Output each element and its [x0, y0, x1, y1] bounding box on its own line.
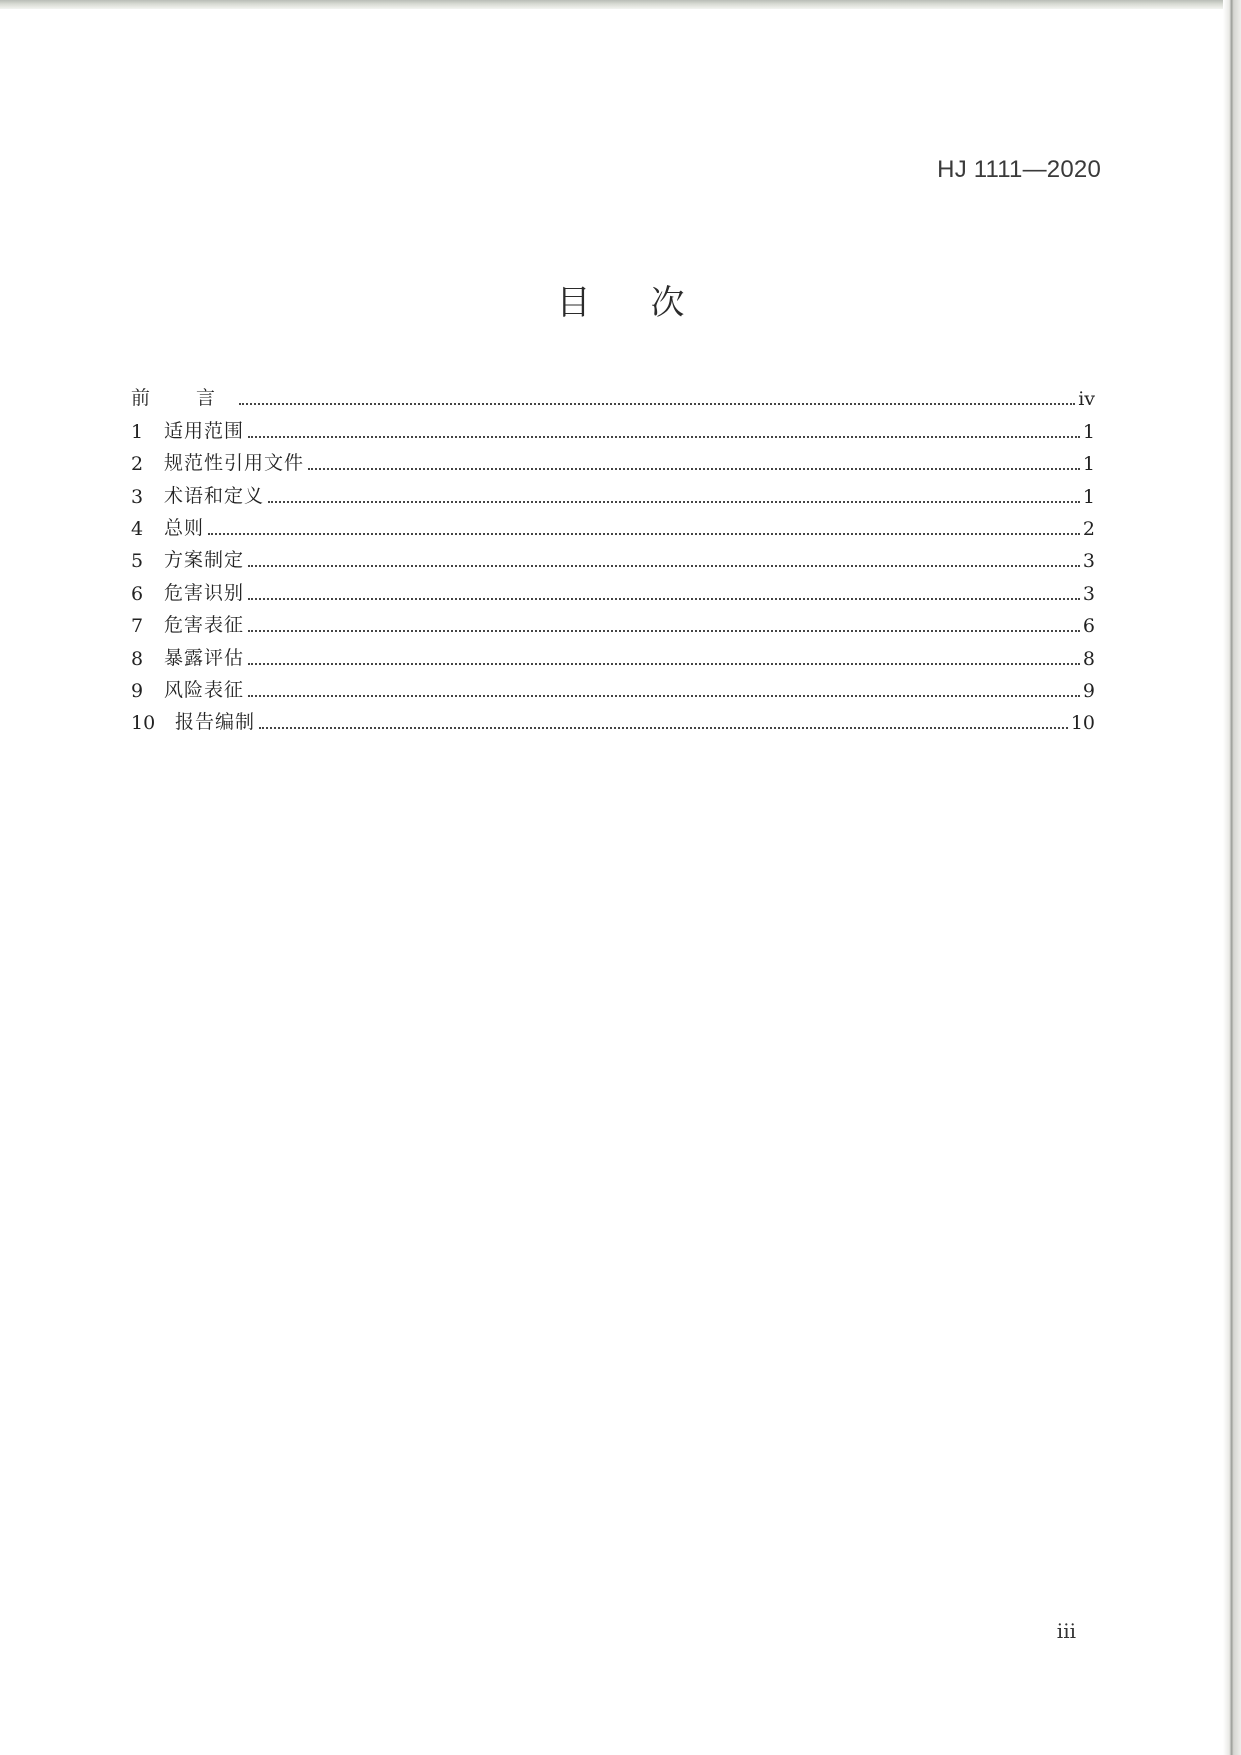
toc-leader-dots — [248, 695, 1080, 697]
toc-entry-number: 2 — [131, 453, 144, 476]
toc-entry-label: 方案制定 — [164, 549, 245, 572]
toc-entry-label: 暴露评估 — [164, 646, 245, 669]
toc-entry-page: 3 — [1082, 550, 1095, 573]
toc-entry-page: 1 — [1082, 453, 1095, 476]
toc-entry-label: 规范性引用文件 — [164, 452, 305, 475]
toc-entry-number: 6 — [131, 582, 144, 605]
toc-entry-page: 1 — [1082, 420, 1095, 443]
toc-entry-page: iv — [1078, 388, 1095, 411]
toc-leader-dots — [248, 598, 1080, 600]
toc-leader-dots — [268, 501, 1080, 503]
toc-entry-7[interactable] — [131, 605, 1095, 637]
toc-leader-dots — [248, 630, 1080, 632]
toc-entry-10[interactable] — [131, 702, 1095, 734]
toc-entry-1[interactable] — [131, 410, 1095, 442]
toc-entry-number: 10 — [131, 712, 156, 735]
toc-entry-label: 术语和定义 — [164, 484, 265, 507]
toc-leader-dots — [208, 533, 1080, 535]
toc-entry-label: 前 言 — [131, 387, 236, 410]
toc-leader-dots — [248, 565, 1080, 567]
toc-entry-label: 适用范围 — [164, 419, 245, 442]
toc-title: 目次 — [556, 283, 745, 323]
toc-entry-foreword[interactable] — [131, 378, 1095, 410]
page-number: iii — [1056, 1619, 1076, 1643]
toc-leader-dots — [248, 436, 1080, 438]
toc-entry-label: 风险表征 — [164, 678, 245, 701]
toc-entry-9[interactable] — [131, 670, 1095, 702]
scan-edge-right — [1223, 0, 1241, 1755]
toc-entry-page: 1 — [1082, 485, 1095, 508]
toc-entry-3[interactable] — [131, 475, 1095, 507]
toc-entry-label: 危害识别 — [164, 581, 245, 604]
toc-leader-dots — [239, 403, 1075, 405]
toc-leader-dots — [259, 727, 1068, 729]
toc-entry-page: 2 — [1082, 517, 1095, 540]
toc-entry-label: 报告编制 — [175, 711, 256, 734]
toc-entry-label: 危害表征 — [164, 614, 245, 637]
toc-entry-6[interactable] — [131, 572, 1095, 604]
scan-edge-top — [0, 0, 1241, 9]
toc-entry-number: 1 — [131, 420, 144, 443]
document-code: HJ 1111—2020 — [937, 156, 1101, 183]
toc-entry-4[interactable] — [131, 508, 1095, 540]
toc-entry-label: 总则 — [164, 516, 205, 539]
table-of-contents — [131, 378, 1095, 734]
toc-entry-page: 10 — [1070, 712, 1095, 735]
toc-entry-number: 4 — [131, 517, 144, 540]
toc-entry-2[interactable] — [131, 443, 1095, 475]
toc-entry-number: 9 — [131, 679, 144, 702]
toc-entry-number: 8 — [131, 647, 144, 670]
toc-leader-dots — [248, 663, 1080, 665]
toc-entry-number: 5 — [131, 550, 144, 573]
toc-entry-page: 6 — [1082, 615, 1095, 638]
toc-leader-dots — [308, 468, 1080, 470]
toc-entry-page: 8 — [1082, 647, 1095, 670]
toc-entry-page: 3 — [1082, 582, 1095, 605]
toc-entry-8[interactable] — [131, 637, 1095, 669]
toc-entry-5[interactable] — [131, 540, 1095, 572]
toc-entry-page: 9 — [1082, 679, 1095, 702]
toc-entry-number: 7 — [131, 615, 144, 638]
toc-entry-number: 3 — [131, 485, 144, 508]
